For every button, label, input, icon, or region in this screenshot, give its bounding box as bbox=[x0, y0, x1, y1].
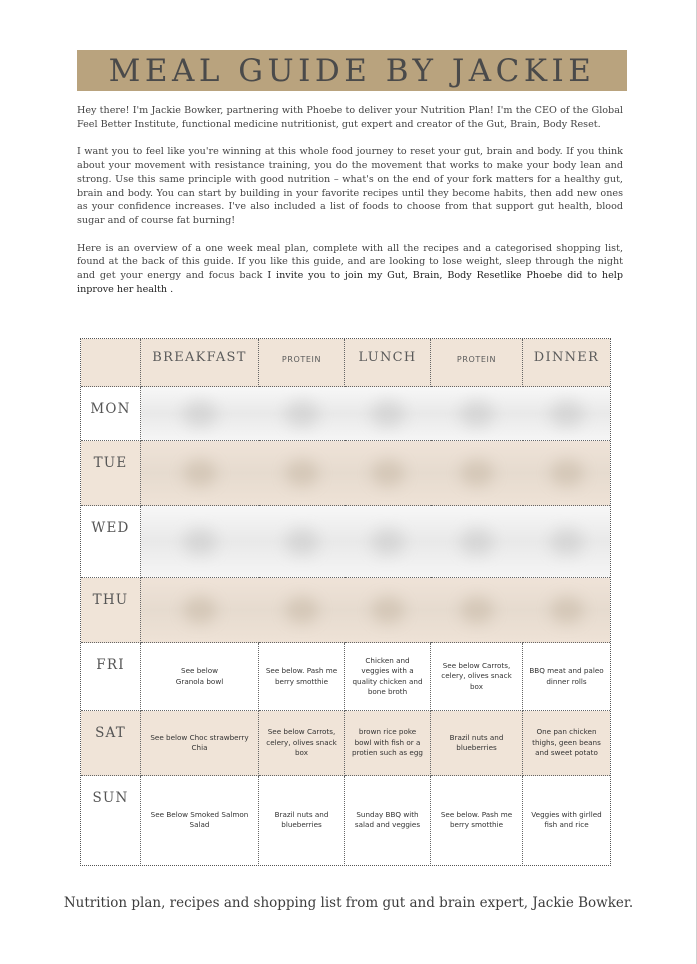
day-label-fri: FRI bbox=[81, 643, 141, 711]
header-breakfast-1: BREAKFAST bbox=[141, 339, 259, 387]
blurred-content bbox=[460, 528, 494, 556]
blurred-meal-cell-wed-dinner-5 bbox=[523, 506, 610, 578]
blurred-meal-cell-wed-protein-2 bbox=[259, 506, 345, 578]
meal-cell-sun-protein-4 bbox=[431, 776, 523, 864]
meal-text: Veggies with girlled fish and rice bbox=[531, 809, 602, 829]
intro-text bbox=[77, 104, 623, 310]
meal-cell-sat-protein-4 bbox=[431, 711, 523, 776]
blurred-content bbox=[550, 459, 584, 487]
blurred-meal-cell-tue-dinner-5 bbox=[523, 441, 610, 506]
blurred-content bbox=[183, 528, 217, 556]
meal-text: See below Carrots, celery, olives snack box bbox=[441, 660, 512, 691]
intro-paragraph-2: I want you to feel like you're winning at this whole food journey to reset your gut, brain and body. If you think about your movement with resistance training, you do the movement that works to make your body lean and strong. Use this same principle with good nutrition – what's on the end of your fork matters for a healthy gut, brain and body. You can start by building in your favorite recipes until they become habits, then add new ones as your confidence increases. I've also included a list of foods to choose from that support gut health, blood sugar and of course fat burning! bbox=[77, 146, 623, 226]
meal-text: Brazil nuts and blueberries bbox=[449, 732, 504, 752]
blurred-content bbox=[460, 459, 494, 487]
meal-text: See below Granola bowl bbox=[175, 666, 224, 686]
meal-cell-sun-lunch-3 bbox=[345, 776, 431, 864]
day-label-tue: TUE bbox=[81, 441, 141, 506]
intro-paragraph-1: Hey there! I'm Jackie Bowker, partnering with Phoebe to deliver your Nutrition Plan! I'm the CEO of the Global Feel Better Institute, functional medicine nutritionist, gut expert and creator of the Gut, Brain, Body Reset. bbox=[77, 105, 623, 130]
meal-text: See below Carrots, celery, olives snack box bbox=[266, 727, 337, 758]
blurred-content bbox=[285, 528, 319, 556]
blurred-content bbox=[550, 528, 584, 556]
meal-text: Brazil nuts and blueberries bbox=[274, 809, 329, 829]
meal-cell-fri-protein-2 bbox=[259, 643, 345, 711]
blurred-content bbox=[183, 596, 217, 624]
day-label-sun: SUN bbox=[81, 776, 141, 864]
blurred-content bbox=[183, 400, 217, 428]
footer-caption: Nutrition plan, recipes and shopping list from gut and brain expert, Jackie Bowker. bbox=[63, 895, 634, 911]
blurred-meal-cell-tue-protein-2 bbox=[259, 441, 345, 506]
meal-text: Sunday BBQ with salad and veggies bbox=[354, 809, 421, 829]
blurred-meal-cell-mon-protein-2 bbox=[259, 387, 345, 441]
day-label-wed: WED bbox=[81, 506, 141, 578]
blurred-content bbox=[183, 459, 217, 487]
blurred-meal-cell-wed-lunch-3 bbox=[345, 506, 431, 578]
meal-text: Chicken and veggies with a quality chicken and bone broth bbox=[352, 655, 423, 696]
meal-text: brown rice poke bowl with fish or a protien such as egg bbox=[352, 727, 423, 758]
blurred-content bbox=[550, 400, 584, 428]
blurred-content bbox=[285, 459, 319, 487]
day-label-mon: MON bbox=[81, 387, 141, 441]
meal-cell-fri-breakfast-1 bbox=[141, 643, 259, 711]
header-protein-4: PROTEIN bbox=[431, 339, 523, 387]
meal-text: See below. Pash me berry smotthie bbox=[265, 666, 338, 686]
meal-cell-sun-protein-2 bbox=[259, 776, 345, 864]
day-label-thu: THU bbox=[81, 578, 141, 643]
blurred-content bbox=[460, 400, 494, 428]
intro-paragraph-3-text: Here is an overview of a one week meal plan, complete with all the recipes and a categorised shopping list, found at the back of this guide. If you like this guide, and are looking to lose weight, sleep through the night and get your energy and focus back bbox=[77, 242, 623, 282]
blurred-meal-cell-wed-protein-4 bbox=[431, 506, 523, 578]
meal-cell-fri-lunch-3 bbox=[345, 643, 431, 711]
blurred-meal-cell-thu-protein-4 bbox=[431, 578, 523, 643]
meal-text: One pan chicken thighs, geen beans and sweet potato bbox=[532, 727, 601, 758]
meal-cell-sat-breakfast-1 bbox=[141, 711, 259, 776]
page-title: MEAL GUIDE BY JACKIE bbox=[108, 52, 596, 89]
header-lunch-3: LUNCH bbox=[345, 339, 431, 387]
blurred-meal-cell-mon-breakfast-1 bbox=[141, 387, 259, 441]
blurred-meal-cell-wed-breakfast-1 bbox=[141, 506, 259, 578]
meal-cell-sat-protein-2 bbox=[259, 711, 345, 776]
blurred-content bbox=[371, 400, 405, 428]
blurred-meal-cell-thu-breakfast-1 bbox=[141, 578, 259, 643]
header-corner-cell bbox=[81, 339, 141, 387]
meal-cell-sun-dinner-5 bbox=[523, 776, 610, 864]
blurred-meal-cell-tue-breakfast-1 bbox=[141, 441, 259, 506]
blurred-meal-cell-tue-lunch-3 bbox=[345, 441, 431, 506]
meal-text: See below. Pash me berry smotthie bbox=[440, 809, 513, 829]
blurred-meal-cell-thu-lunch-3 bbox=[345, 578, 431, 643]
meal-cell-sat-lunch-3 bbox=[345, 711, 431, 776]
blurred-meal-cell-thu-protein-2 bbox=[259, 578, 345, 643]
blurred-meal-cell-mon-dinner-5 bbox=[523, 387, 610, 441]
meal-text: BBQ meat and paleo dinner rolls bbox=[529, 666, 604, 686]
blurred-content bbox=[371, 459, 405, 487]
header-protein-2: PROTEIN bbox=[259, 339, 345, 387]
intro-paragraph-3 bbox=[77, 242, 623, 297]
meal-text: See Below Smoked Salmon Salad bbox=[150, 809, 249, 829]
title-banner bbox=[77, 50, 627, 91]
blurred-content bbox=[550, 596, 584, 624]
meal-plan-table bbox=[80, 338, 611, 866]
blurred-content bbox=[371, 596, 405, 624]
blurred-content bbox=[460, 596, 494, 624]
header-dinner-5: DINNER bbox=[523, 339, 610, 387]
blurred-meal-cell-mon-lunch-3 bbox=[345, 387, 431, 441]
blurred-content bbox=[285, 596, 319, 624]
day-label-sat: SAT bbox=[81, 711, 141, 776]
meal-cell-sun-breakfast-1 bbox=[141, 776, 259, 864]
meal-cell-fri-dinner-5 bbox=[523, 643, 610, 711]
blurred-content bbox=[285, 400, 319, 428]
blurred-meal-cell-mon-protein-4 bbox=[431, 387, 523, 441]
meal-text: See below Choc strawberry Chia bbox=[150, 732, 249, 752]
meal-cell-fri-protein-4 bbox=[431, 643, 523, 711]
meal-cell-sat-dinner-5 bbox=[523, 711, 610, 776]
blurred-meal-cell-thu-dinner-5 bbox=[523, 578, 610, 643]
blurred-content bbox=[371, 528, 405, 556]
blurred-meal-cell-tue-protein-4 bbox=[431, 441, 523, 506]
join-reset-link[interactable]: I invite you to join my Gut, Brain, Body Resetlike Phoebe did to help inprove her health . bbox=[77, 270, 624, 295]
